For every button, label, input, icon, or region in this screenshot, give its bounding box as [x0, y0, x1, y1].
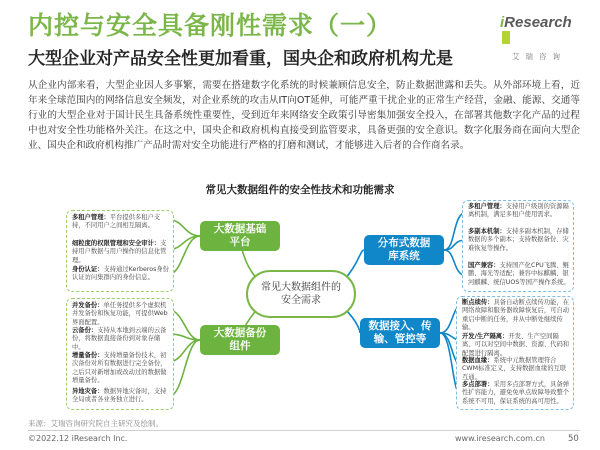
hub-label: 常见大数据组件的安全需求 — [261, 282, 341, 306]
platform-item-1: 多租户管理：平台提供多租户支持，不同用户之间相互隔离。 — [72, 214, 161, 230]
connector-backup-item-3 — [170, 340, 200, 362]
backup-item-3: 增量备份：支持增量备份技术，初次备份对所有数据进行完全备份，之后只对新增加或改动过的数据做增量备份。 — [72, 352, 167, 384]
connector-platform-item-1 — [170, 220, 200, 236]
logo-wordmark: iResearch — [500, 14, 572, 31]
copyright: ©2022.12 iResearch Inc. — [28, 434, 128, 443]
backup-item-2: 云备份：支持从本地到云端的云备份，将数据直接备份到对象存储中。 — [72, 327, 167, 351]
category-backup: 大数据备份组件 — [200, 325, 280, 355]
page-title: 内控与安全具备刚性需求（一） — [28, 11, 393, 40]
body-paragraph: 从企业内部来看，大型企业因人多事繁，需要在搭建数字化系统的时候兼顾信息安全，防止数据泄露和丢失。从外部环境上看，近年来全球范围内的网络信息安全频发，对企业系统的攻击从IT向OT延伸，可能严重干扰企业的正常生产经营，金融、能源、交通等行业的大型企业对于国计民生具备系统性重要性，受到近年来网络安全政策引导密集加强安全投入，在部署其他数字化产品的过程中也对安全性功能格外关注。在这之中，国央企和政府机构直接受到监管要求，具备更强的安全意识。数字化服务商在面向大型企业、国央企和政府机构推广产品时需对安全功能进行严格的打磨和测试，才能够进入后者的合作商名录。 — [28, 80, 580, 151]
diagram-hub — [246, 270, 356, 318]
connector-backup-item-2 — [170, 334, 200, 340]
footer-divider — [28, 430, 580, 431]
logo-subtitle: 艾瑞咨询 — [512, 52, 566, 61]
access-item-3: 数据血缘：系统中元数据管理符合CWM标准定义，支持数据血缘的互联互通。 — [462, 357, 567, 381]
access-item-1: 断点续传：具备自动断点续传功能，在网络故障和服务器故障恢复后，可自动重启中断的任务，并从中断处继续传输。 — [462, 299, 570, 331]
category-platform: 大数据基础平台 — [200, 221, 280, 251]
platform-item-2: 细粒度的权限管理和安全审计：支持用户数据与用户操作的信息化管理。 — [72, 240, 167, 264]
backup-item-4: 异地灾备：数据异地灾备时，支持全局或者各业务独立进行。 — [72, 388, 167, 404]
distributed-item-3: 国产兼容：支持国产化CPU飞腾、鲲鹏、海光等适配；兼容中标麒麟、银河麒麟、统信UOS等国产操作系统。 — [468, 262, 570, 286]
diagram-title: 常见大数据组件的安全性技术和功能需求 — [205, 184, 395, 196]
distributed-item-1: 多租户管理：支持用户级别的资源隔离机制，满足多租户使用需求。 — [468, 203, 569, 219]
distributed-item-2: 多副本机制：支持多副本机制，存储数据的多个副本；支持数据备份、灾难恢复等操作。 — [468, 228, 569, 252]
platform-item-3: 身份认证：支持通过Kerberos身份认证访问集群内的身份信息。 — [72, 266, 169, 282]
access-item-4: 多点部署：采用多点部署方式，具备弹性扩容能力，避免免单点故障导致整个系统不可用，保证系统的高可用性。 — [462, 381, 570, 405]
source-note: 来源：艾瑞咨询研究院自主研究及绘制。 — [28, 419, 163, 428]
access-item-2: 开发/生产隔离：开发、生产空间隔离，可以对空间中数据、资源、代码和配置进行隔离。 — [462, 333, 570, 357]
page-number: 50 — [568, 434, 579, 444]
website-url: www.iresearch.com.cn — [455, 434, 545, 443]
category-access: 数据接入、传输、管控等 — [360, 318, 440, 348]
connector-backup-item-1 — [170, 310, 200, 340]
connector-backup-item-4 — [170, 340, 200, 396]
category-distributed: 分布式数据库系统 — [364, 235, 444, 265]
backup-item-1: 并发备份：单任务提供多个虚拟机并发备份和恢复功能，可提供Web界面配置。 — [72, 302, 168, 326]
page-subtitle: 大型企业对产品安全性更加看重，国央企和政府机构尤是 — [28, 49, 453, 69]
